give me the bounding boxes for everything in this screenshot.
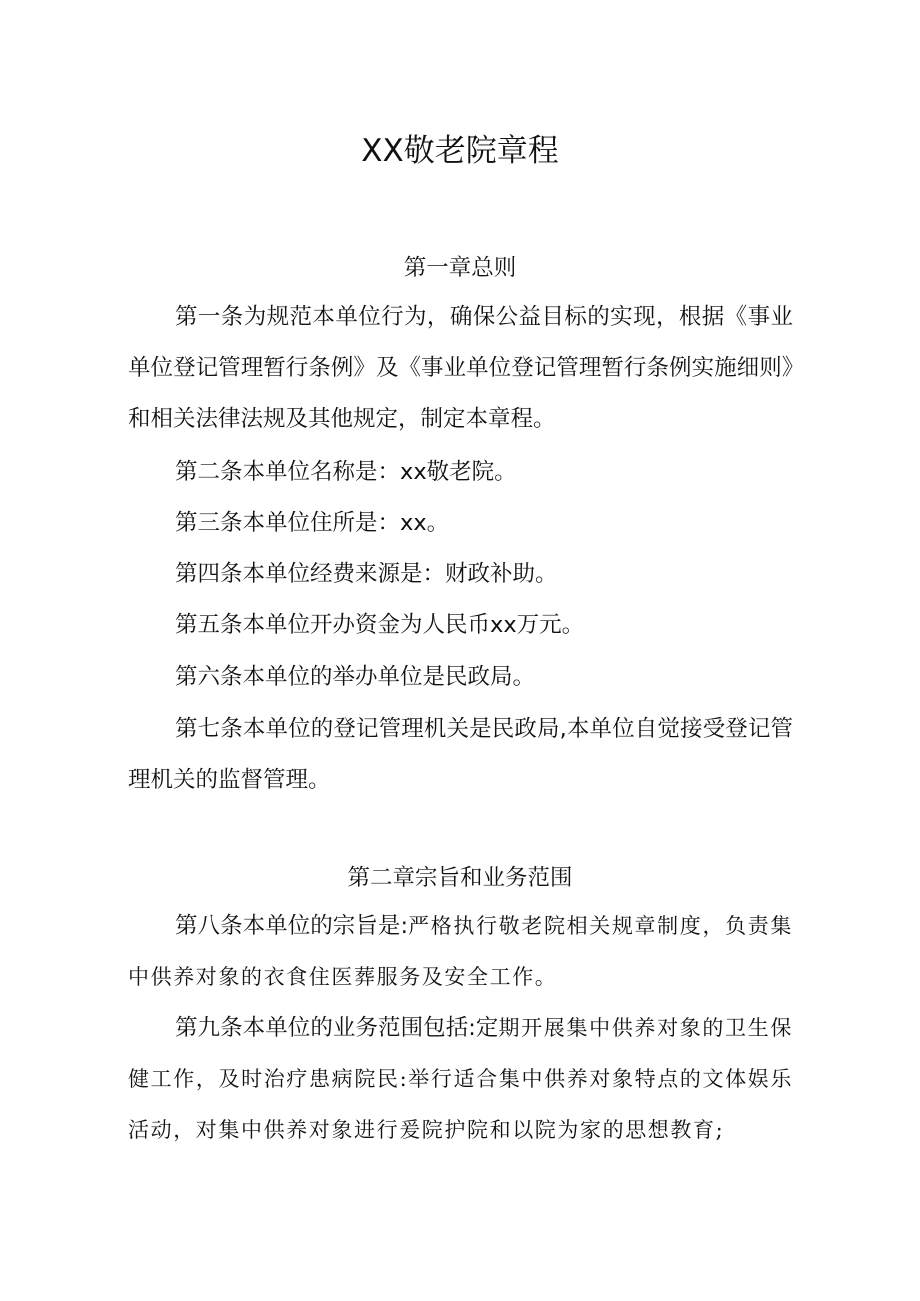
article-9-body: 期开展集中供养对象的卫生保健工作，及时治疗患病院民:举行适合集中供养对象特点的文体娱乐活动，对集中供养对象进行爰院护院和以院为家的思想教育;: [128, 1016, 793, 1142]
article-9-lead: 第九条本单位的业务范围包括:定: [175, 1015, 499, 1041]
article-1: 第一条为规范本单位行为，确保公益目标的实现，根据《事业单位登记管理暂行条例》及《事业单位登记管理暂行条例实施细则》和相关法律法规及其他规定，制定本章程。: [128, 304, 793, 432]
article-4: 第四条本单位经费来源是：财政补助。: [175, 561, 558, 587]
article-6: 第六条本单位的举办单位是民政局。: [175, 664, 536, 690]
article-8-lead: 第八条本单位的宗旨是:: [175, 913, 409, 939]
article-5: 第五条本单位开办资金为人民币xx万元。: [175, 612, 585, 638]
article-8: [128, 901, 793, 1003]
document-title: XX敬老院章程: [361, 133, 559, 169]
article-7: 第七条本单位的登记管理机关是民政局,本单位自觉接受登记管理机关的监督管理。: [128, 716, 793, 793]
chapter-1-heading: 第一章总则: [403, 255, 517, 281]
article-9: [128, 1003, 793, 1156]
chapter-2-heading: 第二章宗旨和业务范围: [347, 865, 573, 891]
article-8-body: 严格执行敬老院相关规章制度，负责集中供养对象的衣食住医葬服务及安全工作。: [128, 914, 793, 989]
article-3: 第三条本单位住所是：xx。: [175, 510, 450, 536]
article-2: 第二条本单位名称是：xx敬老院。: [175, 459, 517, 485]
